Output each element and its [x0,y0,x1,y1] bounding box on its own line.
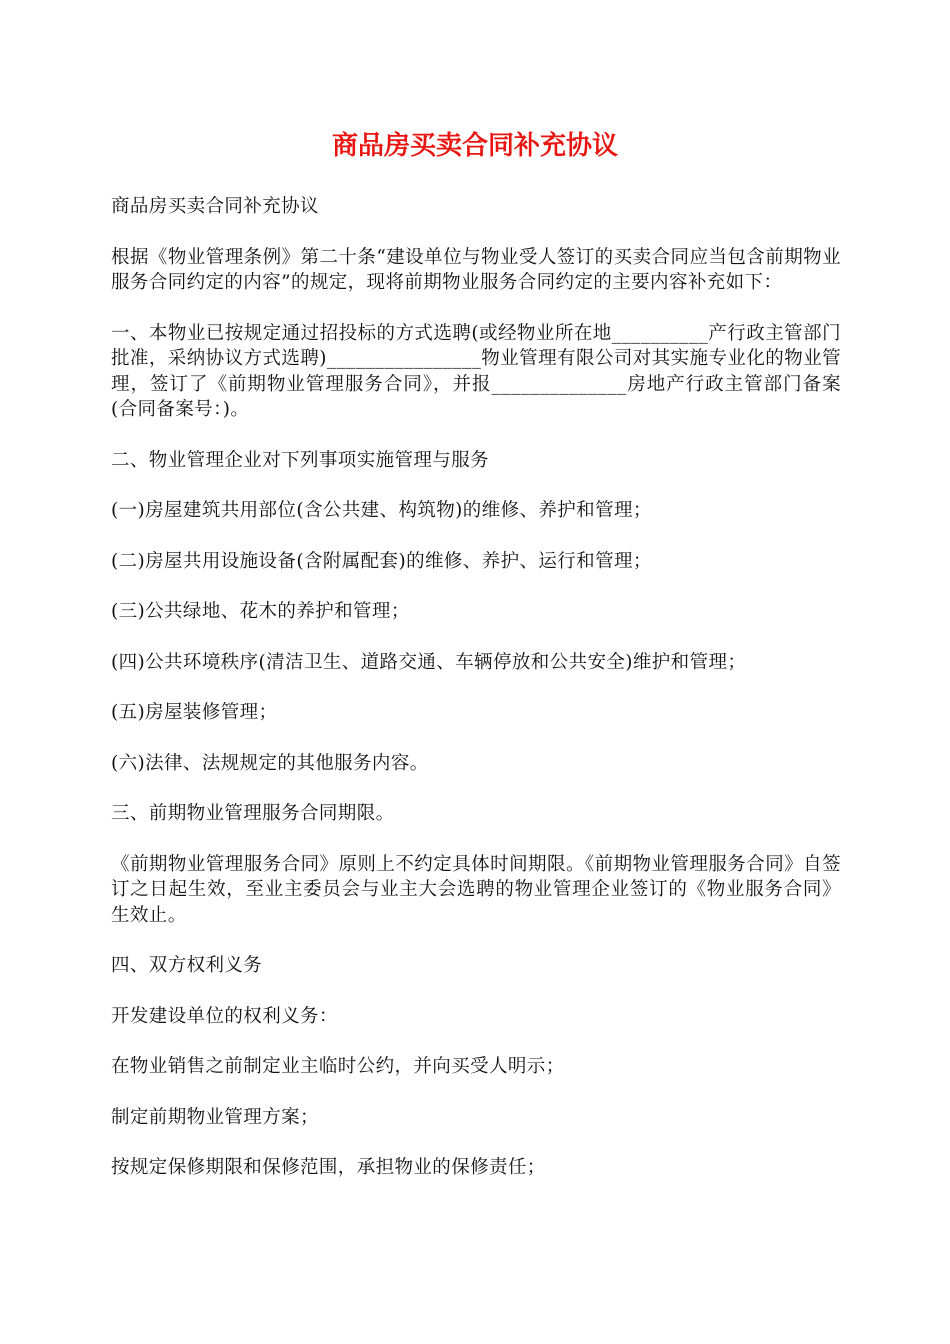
paragraph-item-4: (四)公共环境秩序(清洁卫生、道路交通、车辆停放和公共安全)维护和管理； [111,651,747,673]
paragraph-developer-duty-1: 在物业销售之前制定业主临时公约，并向买受人明示； [111,1056,565,1077]
paragraph-item-2: (二)房屋共用设施设备(含附属配套)的维修、养护、运行和管理； [111,550,652,572]
paragraph-section-2-heading: 二、物业管理企业对下列事项实施管理与服务 [111,449,490,471]
paragraph-developer-duty-3: 按规定保修期限和保修范围，承担物业的保修责任； [111,1157,546,1178]
document-title: 商品房买卖合同补充协议 [331,131,618,161]
paragraph-developer-heading: 开发建设单位的权利义务： [111,1005,338,1027]
paragraph-item-3: (三)公共绿地、花木的养护和管理； [111,601,410,622]
paragraph-section-1: 一、本物业已按规定通过招投标的方式选聘(或经物业所在地__________产行政主管部门批准，采纳协议方式选聘)________________物业管理有限公司对其实施专业化的物业管理，签订了《前期物业管理服务合同》，并报______________房地产行政主管部门备案(合同备案号：)。 [111,322,841,420]
paragraph-item-1: (一)房屋建筑共用部位(含公共建、构筑物)的维修、养护和管理； [111,500,652,521]
paragraph-intro: 根据《物业管理条例》第二十条“建设单位与物业受人签订的买卖合同应当包含前期物业服务合同约定的内容”的规定，现将前期物业服务合同约定的主要内容补充如下： [111,246,841,293]
paragraph-item-6: (六)法律、法规规定的其他服务内容。 [111,752,429,774]
paragraph-section-4-heading: 四、双方权利义务 [111,955,263,976]
paragraph-subtitle: 商品房买卖合同补充协议 [111,196,319,217]
paragraph-section-3-heading: 三、前期物业管理服务合同期限。 [111,803,395,824]
paragraph-item-5: (五)房屋装修管理； [111,702,278,723]
document-body [111,194,841,1206]
paragraph-developer-duty-2: 制定前期物业管理方案； [111,1106,319,1128]
paragraph-section-3-body: 《前期物业管理服务合同》原则上不约定具体时间期限。《前期物业管理服务合同》自签订之日起生效，至业主委员会与业主大会选聘的物业管理企业签订的《物业服务合同》生效止。 [111,853,841,926]
